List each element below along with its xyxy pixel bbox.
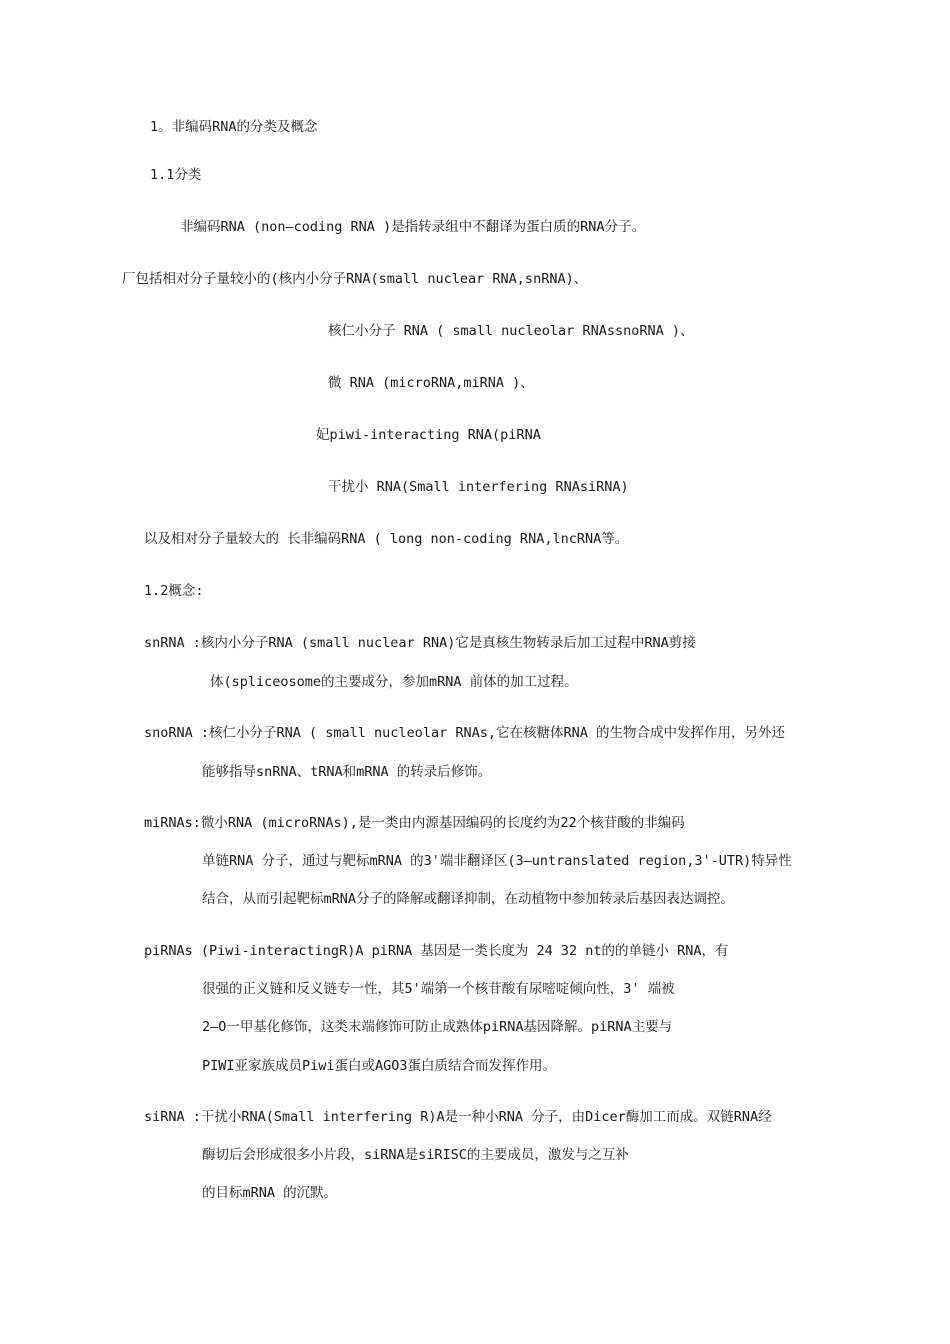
section-heading-1: 1。非编码RNA的分类及概念 [150,119,318,135]
definition-mirna-line-3: 结合，从而引起靶标mRNA分子的降解或翻译抑制，在动植物中参加转录后基因表达调控。 [202,891,735,907]
definition-mirna-line-2: 单链RNA 分子，通过与靶标mRNA 的3'端非翻译区(3—untranslated region,3'-UTR)特异性 [202,853,792,869]
subsection-heading-classification: 1.1分类 [150,167,202,183]
definition-snorna-line-1: snoRNA :核仁小分子RNA ( small nucleolar RNAs,它在核糖体RNA 的生物合成中发挥作用，另外还 [144,725,785,741]
definition-mirna-line-1: miRNAs:微小RNA (microRNAs),是一类由内源基因编码的长度约为22个核苷酸的非编码 [144,815,685,831]
definition-pirna-line-3: 2—O一甲基化修饰，这类末端修饰可防止成熟体piRNA基因降解。piRNA主要与 [202,1019,673,1035]
subsection-heading-concepts: 1.2概念: [144,583,204,599]
definition-sirna-line-2: 酶切后会形成很多小片段，siRNA是siRISC的主要成员，激发与之互补 [202,1147,629,1163]
list-item-sirna: 干扰小 RNA(Small interfering RNAsiRNA) [328,479,629,495]
definition-pirna-line-4: PIWI亚家族成员Piwi蛋白或AGO3蛋白质结合而发挥作用。 [202,1058,557,1074]
includes-line: 厂包括相对分子量较小的(核内小分子RNA(small nuclear RNA,snRNA)、 [122,271,588,287]
list-item-mirna: 微 RNA (microRNA,miRNA )、 [328,375,534,391]
definition-pirna-line-1: piRNAs (Piwi-interactingR)A piRNA 基因是一类长度为 24 32 nt的的单链小 RNA，有 [144,943,729,959]
definition-pirna-line-2: 很强的正义链和反义链专一性，其5'端第一个核苷酸有尿嘧啶倾向性，3' 端被 [202,981,675,997]
intro-paragraph: 非编码RNA (non—coding RNA )是指转录组中不翻译为蛋白质的RNA分子。 [180,219,646,235]
definition-sirna-line-3: 的目标mRNA 的沉默。 [202,1185,338,1201]
definition-sirna-line-1: siRNA :干扰小RNA(Small interfering R)A是一种小RNA 分子，由Dicer酶加工而成。双链RNA经 [144,1109,772,1125]
definition-snorna-line-2: 能够指导snRNA、tRNA和mRNA 的转录后修饰。 [202,764,492,780]
definition-snrna-line-2: 体(spliceosome的主要成分，参加mRNA 前体的加工过程。 [210,674,578,690]
list-item-snorna: 核仁小分子 RNA ( small nucleolar RNAssnoRNA )、 [328,323,694,339]
lncrna-line: 以及相对分子量较大的 长非编码RNA ( long non-coding RNA,lncRNA等。 [144,531,629,547]
definition-snrna-line-1: snRNA :核内小分子RNA (small nuclear RNA)它是真核生物转录后加工过程中RNA剪接 [144,635,696,651]
list-item-pirna: 妃piwi-interacting RNA(piRNA [316,427,541,443]
